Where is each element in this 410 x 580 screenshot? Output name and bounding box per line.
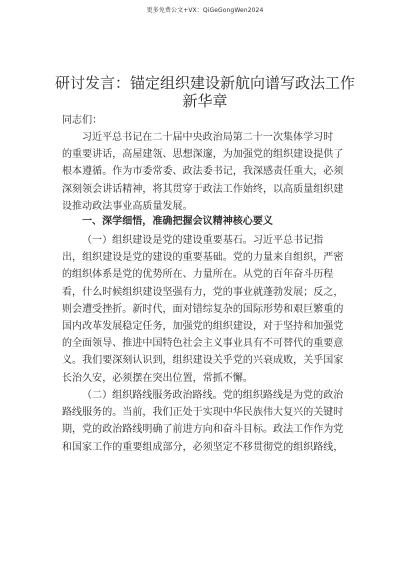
section-1-paragraph-1	[62, 232, 357, 387]
section-heading-text: 一、深学细悟，准确把握会议精神核心要义	[82, 216, 273, 227]
body-line: 则会遭受挫折。新时代，面对错综复杂的国际形势和艰巨繁重的	[62, 303, 344, 315]
document-title	[40, 74, 370, 110]
body-line: 义。我们要深刻认识到，组织建设关乎党的兴衰成败，关乎国家	[62, 355, 344, 367]
intro-line: 习近平总书记在二十届中央政治局第二十一次集体学习时	[82, 132, 334, 143]
body-line: 的组织体系是党的优势所在、力量所在。从党的百年奋斗历程	[62, 269, 334, 281]
body-line: （一）组织建设是党的建设重要基石。习近平总书记指	[82, 235, 324, 246]
section-1-paragraph-2	[62, 387, 357, 456]
intro-line: 根本遵循。作为市委常委、政法委书记，我深感责任重大，必须	[62, 166, 344, 178]
title-line-2: 新华章	[182, 92, 228, 110]
body-line: 出，组织建设是党的建设的重要基础。党的力量来自组织，严密	[62, 252, 344, 264]
intro-line: 的重要讲话，高屋建瓴、思想深邃，为加强党的组织建设提供了	[62, 149, 344, 161]
body-line: 的全面领导、推进中国特色社会主义事业具有不可替代的重要意	[62, 338, 344, 350]
body-line: 看，什么时候组织建设坚强有力，党的事业就蓬勃发展；反之，	[62, 286, 344, 298]
body-line: 和国家工作的重要组成部分，必须坚定不移贯彻党的组织路线，	[62, 441, 344, 453]
body-line: 长治久安，必须摆在突出位置，常抓不懈。	[62, 372, 253, 384]
section-1-heading	[62, 213, 357, 230]
body-line: 国内改革发展稳定任务，加强党的组织建设，对于坚持和加强党	[62, 321, 344, 333]
body-line: 路线服务的。当前，我们正处于实现中华民族伟大复兴的关键时	[62, 407, 344, 419]
body-line: 期，党的政治路线明确了前进方向和奋斗目标。政法工作作为党	[62, 424, 344, 436]
body-line: （二）组织路线服务政治路线。党的组织路线是为党的政治	[82, 390, 344, 401]
intro-line: 设推动政法事业高质量发展。	[62, 200, 193, 212]
salutation-text: 同志们：	[62, 115, 103, 126]
title-line-1: 研讨发言：锚定组织建设新航向谱写政法工作	[54, 74, 355, 92]
source-watermark: 更多免费公文+VX：QiGeGongWen2024	[146, 7, 264, 14]
intro-line: 深刻领会讲话精神，将其贯穿于政法工作始终，以高质量组织建	[62, 183, 344, 195]
intro-paragraph	[62, 129, 357, 215]
salutation	[62, 112, 357, 129]
